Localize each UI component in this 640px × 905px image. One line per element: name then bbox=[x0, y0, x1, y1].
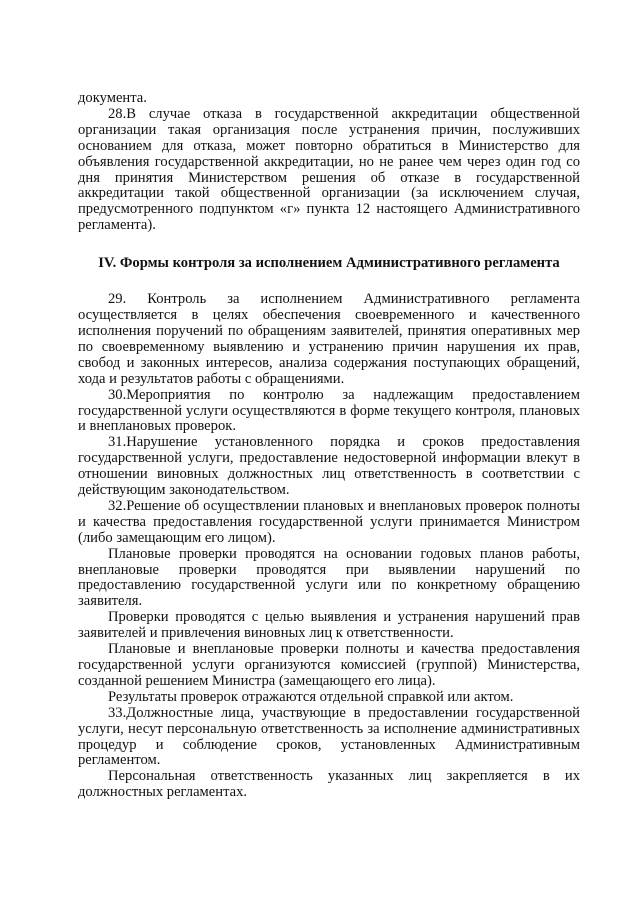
paragraph-28: 28.В случае отказа в государственной аккредитации общественной организации такая организация после устранения причин, послуживших основанием для отказа, может повторно обратиться в Министерство для объявления государственной аккредитации, но не ранее чем через один год со дня принятия Министерством решения об отказе в государственной аккредитации такой общественной организации (за исключением случая, предусмотренного подпунктом «г» пункта 12 настоящего Административного регламента). bbox=[78, 105, 580, 234]
paragraph-32: 32.Решение об осуществлении плановых и внеплановых проверок полноты и качества предоставления государственной услуги принимается Министром (либо замещающим его лицом). bbox=[78, 497, 580, 546]
paragraph-30: 30.Мероприятия по контролю за надлежащим предоставлением государственной услуги осуществляются в форме текущего контроля, плановых и внеплановых проверок. bbox=[78, 386, 580, 435]
paragraph-checks-purpose: Проверки проводятся с целью выявления и устранения нарушений прав заявителей и привлечения виновных лиц к ответственности. bbox=[78, 609, 580, 642]
paragraph-planned-checks: Плановые проверки проводятся на основании годовых планов работы, внеплановые проверки проводятся при выявлении нарушений по предоставлению государственной услуги или по конкретному обращению заявителя. bbox=[78, 545, 580, 610]
paragraph-31: 31.Нарушение установленного порядка и сроков предоставления государственной услуги, предоставление недостоверной информации влекут в отношении виновных должностных лиц ответственность в соответствии с действующим законодательством. bbox=[78, 434, 580, 499]
paragraph-personal-responsibility: Персональная ответственность указанных лиц закрепляется в их должностных регламентах. bbox=[78, 768, 580, 801]
document-page bbox=[78, 91, 580, 801]
paragraph-33: 33.Должностные лица, участвующие в предоставлении государственной услуги, несут персональную ответственность за исполнение административных процедур и соблюдение сроков, установленных Административным регламентом. bbox=[78, 704, 580, 769]
paragraph-checks-results: Результаты проверок отражаются отдельной справкой или актом. bbox=[108, 688, 514, 705]
paragraph-checks-commission: Плановые и внеплановые проверки полноты и качества предоставления государственной услуги организуются комиссией (группой) Министерства, созданной решением Министра (замещающего его лица). bbox=[78, 641, 580, 689]
paragraph-29: 29. Контроль за исполнением Административного регламента осуществляется в целях обеспечения своевременного и качественного исполнения поручений по обращениям заявителей, принятия оперативных мер по своевременному выявлению и устранению причин нарушения их прав, свобод и законных интересов, анализа содержания поступающих обращений, хода и результатов работы с обращениями. bbox=[78, 291, 580, 387]
section-heading: IV. Формы контроля за исполнением Административного регламента bbox=[98, 255, 560, 272]
paragraph-continuation: документа. bbox=[78, 90, 147, 106]
